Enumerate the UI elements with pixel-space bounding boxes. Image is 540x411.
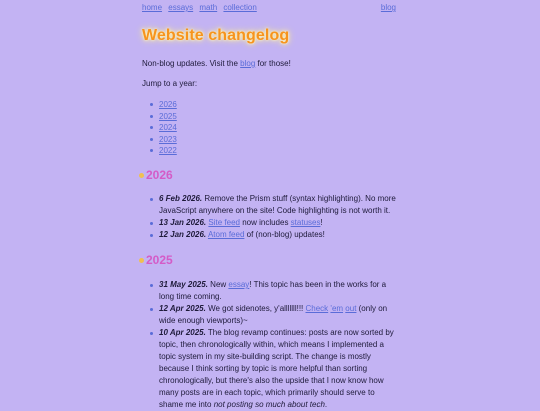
- year-jump-list: [150, 99, 177, 157]
- entry-link[interactable]: Atom feed: [207, 230, 245, 239]
- entry-link[interactable]: essay: [228, 280, 250, 289]
- intro-blog-link[interactable]: blog: [240, 59, 256, 68]
- year-jump-item: [150, 111, 177, 123]
- entry-link[interactable]: out: [345, 304, 357, 313]
- changelog-entry: [150, 229, 398, 241]
- nav-home-link[interactable]: home: [142, 3, 163, 12]
- changelog-entry: [150, 303, 398, 327]
- entry-link[interactable]: 'em: [330, 304, 344, 313]
- changelog-entry: [150, 193, 398, 217]
- changelog-entry: [150, 279, 398, 303]
- entry-date: 12 Jan 2026.: [159, 230, 207, 239]
- section-heading-2025: [139, 253, 173, 267]
- nav-links: [142, 3, 261, 12]
- nav-collection-link[interactable]: collection: [223, 3, 257, 12]
- jump-label: Jump to a year:: [142, 79, 198, 88]
- entry-date: 6 Feb 2026.: [159, 194, 203, 203]
- year-jump-item: [150, 134, 177, 146]
- entry-text: New: [207, 280, 229, 289]
- page-title: Website changelog: [142, 27, 290, 44]
- changelog-entry: [150, 327, 398, 411]
- changelog-entry: [150, 217, 398, 229]
- entry-emphasis: not posting so much about tech: [213, 400, 325, 409]
- entry-text: (only on wide enough viewports)~: [159, 304, 388, 325]
- entry-text: !: [320, 218, 323, 227]
- entry-link[interactable]: Site feed: [208, 218, 240, 227]
- entry-date: 13 Jan 2026.: [159, 218, 207, 227]
- section-heading-2026: [139, 168, 173, 182]
- entry-text: The blog revamp continues: posts are now sorted by topic, then chronologically within, which means I implemented a topic system in my site-building script. The change is mostly because I think sorting by topic is more helpful than sorting chronologically, but there's also the upside that I now know how many posts are in each topic, which primarily should serve to shame me into: [159, 328, 394, 409]
- intro-post: for those!: [255, 59, 291, 68]
- content-column: [142, 0, 398, 409]
- entry-link[interactable]: Check: [305, 304, 329, 313]
- changelog-list-2026: [150, 193, 398, 241]
- heading-bullet-icon: [139, 173, 144, 178]
- year-link-2024[interactable]: 2024: [159, 123, 177, 132]
- top-nav: [142, 0, 398, 16]
- entry-text: .: [324, 400, 328, 409]
- entry-link[interactable]: statuses: [290, 218, 321, 227]
- year-link-2025[interactable]: 2025: [159, 111, 177, 121]
- entry-text: We got sidenotes, y'alllllll!!!: [205, 304, 306, 313]
- year-jump-item: [150, 122, 177, 134]
- section-year: 2026: [146, 168, 173, 182]
- year-link-2023[interactable]: 2023: [159, 134, 177, 144]
- entry-date: 31 May 2025.: [159, 280, 208, 289]
- section-year: 2025: [146, 253, 173, 267]
- year-link-2026[interactable]: 2026: [159, 100, 177, 109]
- entry-text: now includes: [239, 218, 291, 227]
- year-jump-item: [150, 145, 177, 157]
- entry-date: 10 Apr 2025.: [159, 328, 206, 337]
- year-link-2022[interactable]: 2022: [159, 146, 177, 155]
- intro-text: [142, 59, 291, 68]
- heading-bullet-icon: [139, 258, 144, 263]
- nav-blog-link[interactable]: blog: [380, 3, 396, 12]
- year-jump-item: [150, 99, 177, 111]
- entry-text: of (non-blog) updates!: [244, 230, 325, 239]
- entry-text: ! This topic has been in the works for a long time coming.: [159, 280, 387, 301]
- nav-essays-link[interactable]: essays: [168, 3, 194, 12]
- changelog-list-2025: [150, 279, 398, 411]
- entry-text: Remove the Prism stuff (syntax highlighting). No more JavaScript anywhere on the site! Code highlighting is not worth it.: [159, 194, 396, 215]
- nav-math-link[interactable]: math: [199, 3, 218, 12]
- entry-date: 12 Apr 2025.: [159, 304, 206, 313]
- intro-pre: Non-blog updates. Visit the: [142, 59, 241, 68]
